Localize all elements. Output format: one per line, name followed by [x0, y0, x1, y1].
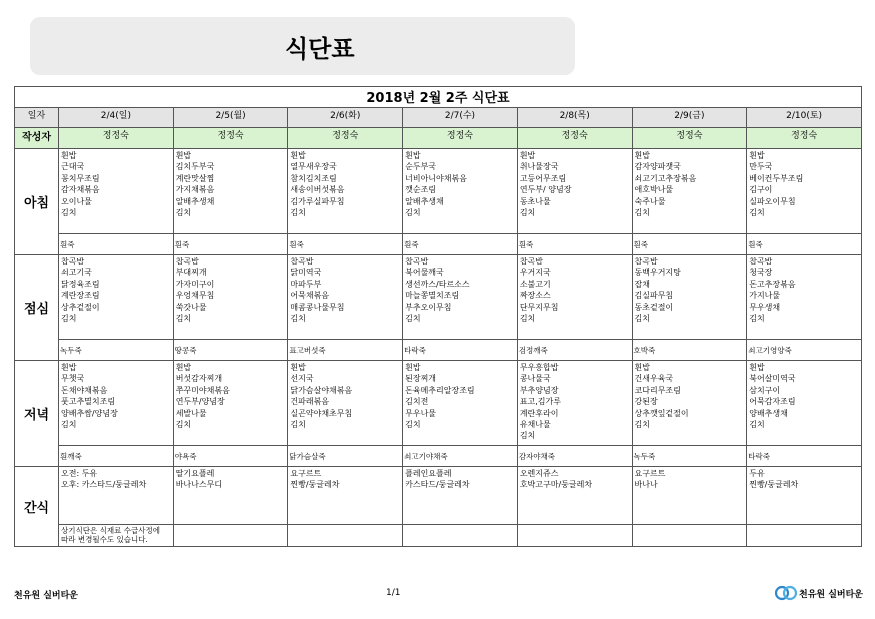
meal-label-breakfast: 아침 — [15, 149, 59, 255]
menu-item: 새송이버섯볶음 — [290, 185, 345, 195]
menu-item: 만두국 — [749, 162, 773, 172]
menu-item: 베이컨두부조림 — [749, 173, 804, 183]
logo-icon — [775, 584, 797, 602]
menu-item: 닭가슴살야채볶음 — [290, 385, 353, 395]
day-header: 2/9(금) — [632, 108, 747, 128]
menu-item: 양배추쌈/양념장 — [61, 408, 118, 418]
menu-item: 김치 — [634, 208, 650, 218]
snack-cell — [59, 467, 174, 525]
menu-item: 닭정육조림 — [61, 279, 100, 289]
menu-item: 김치 — [405, 314, 421, 324]
menu-item: 오후: 카스타드/둥글레차 — [61, 480, 147, 490]
porridge-cell: 닭가슴살죽 — [288, 446, 403, 467]
menu-cell — [747, 361, 862, 446]
menu-item: 김치 — [749, 314, 765, 324]
porridge-cell: 야욕죽 — [173, 446, 288, 467]
menu-item: 카스타드/둥글레차 — [405, 480, 470, 490]
menu-item: 흰밥 — [290, 363, 306, 372]
menu-cell — [288, 361, 403, 446]
author-cell: 정정숙 — [632, 128, 747, 149]
author-cell: 정정숙 — [173, 128, 288, 149]
menu-cell — [517, 361, 632, 446]
menu-item: 취나물장국 — [519, 162, 559, 172]
menu-item: 어묵채볶음 — [290, 291, 330, 301]
menu-item: 잡채 — [634, 279, 650, 289]
menu-item: 콩나물국 — [519, 374, 551, 384]
porridge-cell: 흰죽 — [632, 234, 747, 255]
menu-item: 쑥갓나물 — [175, 302, 207, 312]
menu-item: 찹곡밥 — [290, 257, 314, 266]
menu-item: 상기식단은 식재료 수급사정에 — [61, 526, 160, 535]
menu-item: 찐빵/둥글레차 — [749, 480, 799, 490]
menu-item: 흰밥 — [61, 151, 77, 160]
porridge-cell: 녹두죽 — [632, 446, 747, 467]
menu-item: 무챗국 — [61, 374, 85, 384]
menu-item: 플레인요플레 — [405, 469, 452, 478]
menu-item: 열무새우장국 — [290, 162, 337, 172]
day-header: 2/7(수) — [403, 108, 518, 128]
menu-item: 김치 — [290, 208, 306, 218]
menu-item: 버섯감자찌개 — [175, 374, 223, 384]
menu-item: 찹곡밥 — [634, 257, 658, 266]
menu-item: 김치 — [175, 208, 192, 218]
menu-item: 호박고구마/둥글레차 — [519, 480, 593, 490]
menu-item: 표고,김가루 — [519, 397, 561, 407]
menu-item: 코다리무조림 — [634, 385, 681, 395]
menu-cell — [59, 255, 174, 340]
menu-item: 근대국 — [61, 162, 85, 172]
author-cell: 정정숙 — [517, 128, 632, 149]
menu-item: 선지국 — [290, 374, 314, 384]
menu-item: 쇠고기국 — [61, 268, 92, 278]
menu-item: 김치 — [61, 314, 77, 324]
menu-item: 감자양파잿국 — [634, 162, 681, 172]
porridge-cell: 타락죽 — [747, 446, 862, 467]
menu-item: 풋고추멸치조림 — [61, 397, 116, 407]
menu-item: 찐빵/둥글레차 — [290, 480, 340, 490]
menu-item: 건새우육국 — [634, 374, 674, 384]
menu-item: 유채나물 — [519, 420, 551, 430]
menu-cell — [173, 255, 288, 340]
menu-item: 김치 — [749, 420, 765, 430]
menu-item: 요구르트 — [634, 469, 666, 478]
menu-item: 마파두부 — [290, 279, 322, 289]
menu-table — [14, 86, 862, 547]
menu-item: 숙주나물 — [634, 196, 666, 206]
menu-item: 생선까스/타르소스 — [405, 279, 470, 289]
menu-item: 오이나물 — [61, 196, 92, 206]
menu-item: 마늘쫑멸치조림 — [405, 291, 460, 301]
menu-item: 부대찌개 — [175, 268, 207, 278]
porridge-cell: 녹두죽 — [59, 340, 174, 361]
menu-cell — [747, 255, 862, 340]
footer-org: 천유원 실버타운 — [14, 591, 78, 601]
menu-item: 두유 — [749, 469, 765, 478]
menu-item: 실곤약야채초무침 — [290, 408, 353, 418]
menu-cell — [747, 149, 862, 234]
day-header: 2/6(화) — [288, 108, 403, 128]
menu-item: 쭈꾸미야채볶음 — [175, 385, 230, 395]
menu-item: 단무지무침 — [519, 302, 559, 312]
porridge-cell: 표고버섯죽 — [288, 340, 403, 361]
menu-item: 김치 — [405, 420, 421, 430]
menu-item: 상추겉절이 — [61, 302, 100, 312]
porridge-cell: 흰죽 — [173, 234, 288, 255]
porridge-cell: 호박죽 — [632, 340, 747, 361]
menu-item: 북어살미역국 — [749, 374, 796, 384]
empty-cell — [747, 525, 862, 547]
menu-item: 김치전 — [405, 397, 429, 407]
empty-cell — [632, 525, 747, 547]
porridge-cell: 감자야채죽 — [517, 446, 632, 467]
menu-item: 흰밥 — [634, 151, 650, 160]
menu-item: 우엉채무침 — [175, 291, 215, 301]
snack-cell — [403, 467, 518, 525]
menu-cell — [288, 255, 403, 340]
menu-cell — [403, 149, 518, 234]
porridge-cell: 흰죽 — [288, 234, 403, 255]
author-cell: 정정숙 — [288, 128, 403, 149]
menu-item: 김치 — [175, 420, 192, 430]
menu-item: 김치 — [405, 208, 421, 218]
menu-item: 흰밥 — [290, 151, 306, 160]
menu-item: 흰밥 — [405, 363, 421, 372]
menu-item: 가지채볶음 — [175, 185, 215, 195]
menu-item: 북어물깨국 — [405, 268, 444, 278]
menu-item: 흰밥 — [519, 151, 536, 160]
menu-item: 김치 — [519, 431, 536, 441]
porridge-cell: 흰죽 — [747, 234, 862, 255]
menu-item: 흰밥 — [634, 363, 650, 372]
menu-item: 김치 — [61, 208, 77, 218]
menu-item: 오렌지쥬스 — [519, 469, 559, 478]
menu-item: 딸기요플레 — [175, 469, 215, 478]
menu-cell — [173, 361, 288, 446]
snack-cell — [747, 467, 862, 525]
menu-item: 돈육메추리알장조림 — [405, 385, 475, 395]
menu-item: 흰밥 — [749, 363, 765, 372]
menu-item: 실파오이무침 — [749, 196, 796, 206]
snack-cell — [632, 467, 747, 525]
menu-item: 닭미역국 — [290, 268, 322, 278]
menu-item: 김치 — [61, 420, 77, 430]
day-header-label: 일자 — [15, 108, 59, 128]
porridge-cell: 흰죽 — [517, 234, 632, 255]
porridge-cell: 땅콩죽 — [173, 340, 288, 361]
page-number: 1/1 — [386, 588, 401, 598]
menu-item: 김치두부국 — [175, 162, 215, 172]
menu-item: 연두부/ 양념장 — [519, 185, 572, 195]
menu-item: 따라 변경될수도 있습니다. — [61, 535, 148, 544]
porridge-cell: 쇠고기영양죽 — [747, 340, 862, 361]
menu-cell — [59, 361, 174, 446]
menu-item: 흰밥 — [61, 363, 77, 372]
page-title: 식단표 — [285, 35, 355, 63]
porridge-cell: 쇠고기야채죽 — [403, 446, 518, 467]
page-title-box — [30, 17, 575, 75]
menu-item: 상추깻잎겉절이 — [634, 408, 689, 418]
menu-item: 계란후라이 — [519, 408, 559, 418]
menu-item: 소불고기 — [519, 279, 551, 289]
menu-item: 김치 — [749, 208, 765, 218]
menu-item: 부추양념장 — [519, 385, 559, 395]
menu-item: 동백우거지탕 — [634, 268, 681, 278]
menu-item: 돈채야채볶음 — [61, 385, 108, 395]
day-header: 2/4(일) — [59, 108, 174, 128]
menu-item: 양배추생채 — [749, 408, 788, 418]
menu-cell — [403, 361, 518, 446]
menu-cell — [288, 149, 403, 234]
author-cell: 정정숙 — [59, 128, 174, 149]
menu-item: 애호박나물 — [634, 185, 674, 195]
menu-cell — [517, 255, 632, 340]
menu-item: 바나나스무디 — [175, 480, 223, 490]
menu-item: 가지나물 — [749, 291, 781, 301]
menu-item: 찹곡밥 — [61, 257, 85, 266]
meal-label-lunch: 점심 — [15, 255, 59, 361]
day-header: 2/8(목) — [517, 108, 632, 128]
menu-cell — [632, 255, 747, 340]
snack-cell — [517, 467, 632, 525]
menu-item: 바나나 — [634, 480, 658, 490]
porridge-cell: 흰죽 — [403, 234, 518, 255]
menu-item: 꽁치무조림 — [61, 173, 100, 183]
menu-item: 김치 — [519, 208, 536, 218]
menu-item: 김치 — [519, 314, 536, 324]
logo-text: 천유원 실버타운 — [799, 589, 863, 600]
menu-item: 오전: 두유 — [61, 469, 98, 478]
menu-item: 요구르트 — [290, 469, 322, 478]
porridge-cell: 타락죽 — [403, 340, 518, 361]
menu-item: 흰밥 — [175, 363, 192, 372]
menu-item: 깻순조림 — [405, 185, 437, 195]
menu-item: 돈고추장볶음 — [749, 279, 796, 289]
menu-cell — [59, 149, 174, 234]
menu-item: 계란맛살찜 — [175, 173, 215, 183]
day-header: 2/5(월) — [173, 108, 288, 128]
menu-item: 무우생채 — [749, 302, 781, 312]
empty-cell — [403, 525, 518, 547]
empty-cell — [517, 525, 632, 547]
meal-label-dinner: 저녁 — [15, 361, 59, 467]
menu-item: 고등어무조림 — [519, 173, 567, 183]
menu-item: 동초나물 — [519, 196, 551, 206]
menu-item: 연두부/양념장 — [175, 397, 225, 407]
meal-label-snack: 간식 — [15, 467, 59, 547]
menu-item: 김치 — [290, 314, 306, 324]
menu-item: 세발나물 — [175, 408, 207, 418]
menu-item: 동초겉절이 — [634, 302, 674, 312]
menu-item: 매콤콩나물무침 — [290, 302, 345, 312]
day-header: 2/10(토) — [747, 108, 862, 128]
menu-item: 김가루실파무침 — [290, 196, 345, 206]
author-label: 작성자 — [15, 128, 59, 149]
snack-cell — [173, 467, 288, 525]
menu-item: 어묵감자조림 — [749, 397, 796, 407]
porridge-cell: 흰깨죽 — [59, 446, 174, 467]
menu-item: 찹곡밥 — [749, 257, 773, 266]
menu-cell — [173, 149, 288, 234]
author-cell: 정정숙 — [403, 128, 518, 149]
menu-item: 무우나물 — [405, 408, 437, 418]
empty-cell — [288, 525, 403, 547]
menu-item: 계란장조림 — [61, 291, 100, 301]
menu-item: 알배추생채 — [405, 196, 444, 206]
menu-item: 찹곡밥 — [175, 257, 199, 266]
footer-logo — [775, 584, 863, 602]
table-title: 2018년 2월 2주 식단표 — [15, 87, 862, 108]
menu-item: 우거지국 — [519, 268, 551, 278]
menu-item: 감자채볶음 — [61, 185, 100, 195]
author-cell: 정정숙 — [747, 128, 862, 149]
menu-item: 김치 — [290, 420, 306, 430]
menu-item: 김치 — [634, 420, 650, 430]
snack-cell — [288, 467, 403, 525]
menu-cell — [403, 255, 518, 340]
menu-cell — [632, 361, 747, 446]
menu-item: 부추오이무침 — [405, 302, 452, 312]
menu-item: 가자미구이 — [175, 279, 215, 289]
menu-item: 강된장 — [634, 397, 658, 407]
menu-item: 무우흥합밥 — [519, 363, 559, 372]
menu-item: 건파래볶음 — [290, 397, 330, 407]
menu-item: 청국장 — [749, 268, 773, 278]
menu-item: 김치 — [175, 314, 192, 324]
menu-item: 찹곡밥 — [519, 257, 543, 266]
menu-item: 짜장소스 — [519, 291, 551, 301]
menu-item: 흰밥 — [175, 151, 192, 160]
menu-item: 순두부국 — [405, 162, 437, 172]
menu-cell — [632, 149, 747, 234]
menu-item: 참치김치조림 — [290, 173, 337, 183]
menu-item: 김실파무침 — [634, 291, 674, 301]
menu-item: 김치 — [634, 314, 650, 324]
menu-item: 된장찌개 — [405, 374, 437, 384]
menu-item: 알배추생채 — [175, 196, 215, 206]
menu-item: 너비아니야채볶음 — [405, 173, 467, 183]
menu-cell — [517, 149, 632, 234]
menu-item: 김구이 — [749, 185, 773, 195]
menu-item: 쇠고기고추장볶음 — [634, 173, 697, 183]
note-cell — [59, 525, 174, 547]
porridge-cell: 검정깨죽 — [517, 340, 632, 361]
porridge-cell: 흰죽 — [59, 234, 174, 255]
empty-cell — [173, 525, 288, 547]
menu-item: 흰밥 — [749, 151, 765, 160]
menu-item: 삼치구이 — [749, 385, 781, 395]
menu-item: 찹곡밥 — [405, 257, 429, 266]
menu-item: 흰밥 — [405, 151, 421, 160]
